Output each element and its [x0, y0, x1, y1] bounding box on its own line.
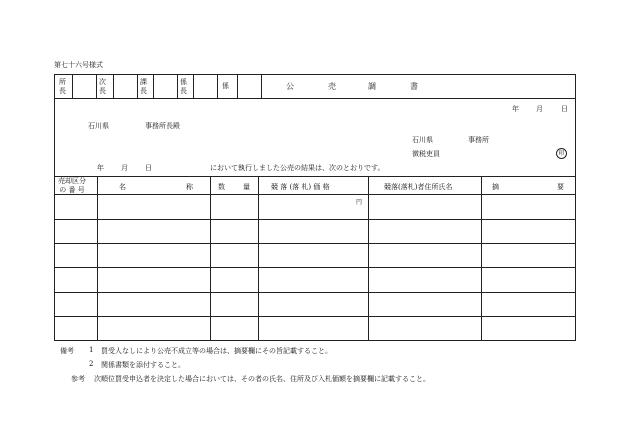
sender-official: 徴税吏員: [412, 150, 440, 158]
addressee-office: 事務所長殿: [145, 122, 180, 130]
approval-label-subsection-chief: 係 長: [180, 78, 187, 95]
header-winner-address: 競落(落札)者住所氏名: [384, 183, 453, 191]
sender-office: 事務所: [468, 136, 489, 144]
statement-text: において執行しました公売の結果は、次のとおりです。: [210, 164, 385, 172]
note-label-reference: 参考: [71, 375, 85, 383]
yen-unit: 円: [356, 199, 363, 206]
approval-label-director: 所 長: [59, 78, 66, 95]
statement-day: 日: [145, 164, 152, 172]
note-3-text: 次順位買受申込者を決定した場合においては、その者の氏名、住所及び入札価額を摘要欄に記載すること。: [94, 375, 430, 383]
note-2-number: 2: [89, 360, 94, 368]
note-1-text: 買受人なしにより公売不成立等の場合は、摘要欄にその旨記載すること。: [101, 347, 332, 355]
title-char-1: 公: [286, 82, 294, 91]
note-1-number: 1: [89, 346, 94, 354]
date-day: 日: [561, 105, 568, 113]
note-label-remarks: 備考: [60, 347, 74, 355]
title-char-2: 売: [328, 82, 336, 91]
header-winning-price: 競 落 (落 札) 価 格: [271, 183, 330, 191]
header-quantity-char-2: 量: [243, 183, 250, 191]
title-char-4: 書: [410, 82, 418, 91]
form-number: 第七十六号様式: [54, 61, 103, 69]
sender-pref: 石川県: [412, 136, 433, 144]
date-month: 月: [536, 105, 543, 113]
header-remarks-char-1: 摘: [492, 183, 499, 191]
header-name-char-2: 称: [186, 183, 193, 191]
header-quantity-char-1: 数: [218, 183, 225, 191]
header-remarks-char-2: 要: [557, 183, 564, 191]
approval-label-staff: 係: [222, 82, 229, 90]
seal-mark: 印: [556, 148, 567, 159]
addressee-pref: 石川県: [88, 122, 109, 130]
header-name-char-1: 名: [119, 183, 126, 191]
approval-label-deputy: 次 長: [99, 78, 106, 95]
statement-year: 年: [97, 164, 104, 172]
date-year: 年: [512, 105, 519, 113]
header-sale-number: 売却区分 の 番 号: [58, 177, 86, 194]
title-char-3: 調: [368, 82, 376, 91]
note-2-text: 関係書類を添付すること。: [101, 361, 185, 369]
approval-label-section-chief: 課 長: [140, 78, 147, 95]
statement-month: 月: [121, 164, 128, 172]
